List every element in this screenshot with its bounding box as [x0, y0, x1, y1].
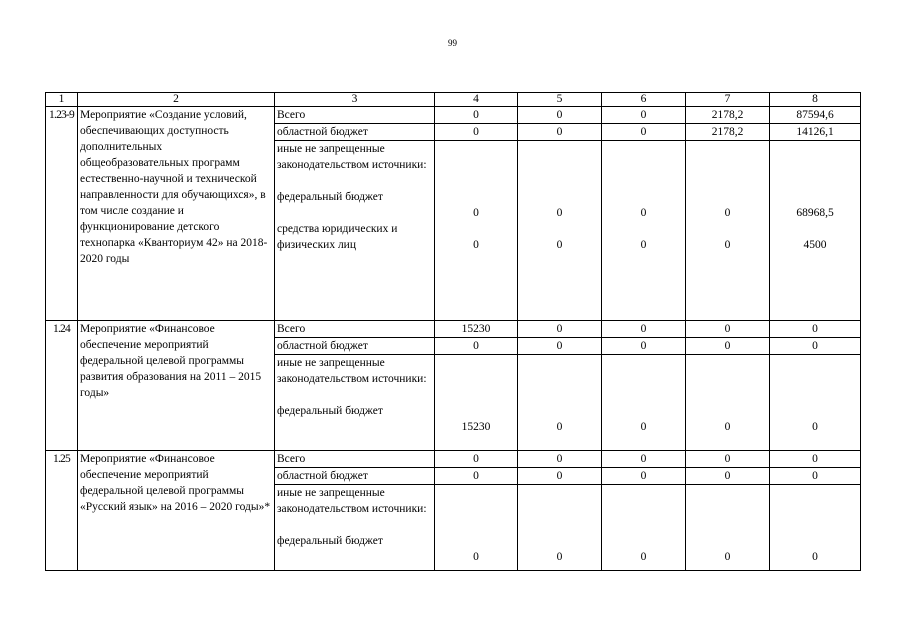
- value-cell: 2178,2: [686, 124, 770, 141]
- value-cell: 0: [812, 421, 818, 433]
- header-cell: 1: [46, 93, 78, 107]
- value-cell: 0: [686, 451, 770, 468]
- value-cell: 0: [602, 124, 686, 141]
- value-cell: 0: [435, 451, 518, 468]
- value-cell: 0: [518, 124, 602, 141]
- other-sources-label: иные не запрещенные законодательством источники:: [277, 487, 427, 515]
- measure-title: Мероприятие «Финансовое обеспечение мероприятий федеральной целевой программы развития образования на 2011 – 2015 годы»: [78, 321, 275, 451]
- value-cell: 0: [518, 107, 602, 124]
- table-row: [46, 321, 861, 338]
- table-row: [46, 451, 861, 468]
- header-cell: 3: [275, 93, 435, 107]
- measure-title: Мероприятие «Финансовое обеспечение мероприятий федеральной целевой программы «Русский язык» на 2016 – 2020 годы»*: [78, 451, 275, 571]
- value-cell: 2178,2: [686, 107, 770, 124]
- value-cell: 0: [770, 451, 861, 468]
- value-cell: 14126,1: [770, 124, 861, 141]
- value-cell: 0: [602, 451, 686, 468]
- value-cell: 0: [473, 207, 479, 219]
- value-stack: [518, 485, 602, 571]
- source-label: Всего: [275, 321, 435, 338]
- source-label: федеральный бюджет: [277, 191, 383, 203]
- value-cell: 0: [602, 107, 686, 124]
- value-cell: 0: [473, 551, 479, 563]
- source-breakdown: [275, 141, 435, 321]
- value-cell: 0: [724, 239, 731, 251]
- value-cell: 0: [473, 239, 479, 251]
- value-stack: [686, 355, 770, 451]
- value-stack: [435, 485, 518, 571]
- value-cell: 68968,5: [796, 207, 834, 219]
- value-cell: 0: [640, 551, 647, 563]
- source-label: Всего: [275, 107, 435, 124]
- value-stack: [686, 141, 770, 321]
- source-label: областной бюджет: [275, 468, 435, 485]
- value-cell: 0: [724, 207, 731, 219]
- header-cell: 2: [78, 93, 275, 107]
- header-cell: 8: [770, 93, 861, 107]
- value-stack: [770, 355, 861, 451]
- source-label: средства юридических и физических лиц: [277, 223, 398, 251]
- value-cell: 15230: [461, 421, 491, 433]
- source-label: Всего: [275, 451, 435, 468]
- value-cell: 0: [724, 551, 731, 563]
- value-cell: 0: [518, 451, 602, 468]
- header-cell: 7: [686, 93, 770, 107]
- value-cell: 0: [556, 207, 563, 219]
- header-cell: 4: [435, 93, 518, 107]
- value-stack: [602, 485, 686, 571]
- value-cell: 0: [640, 421, 647, 433]
- value-cell: 0: [602, 338, 686, 355]
- value-cell: 0: [556, 239, 563, 251]
- value-cell: 0: [770, 338, 861, 355]
- other-sources-label: иные не запрещенные законодательством источники:: [277, 357, 427, 385]
- value-cell: 0: [556, 421, 563, 433]
- value-stack: [770, 485, 861, 571]
- value-cell: 0: [812, 551, 818, 563]
- source-label: областной бюджет: [275, 338, 435, 355]
- value-cell: 0: [435, 107, 518, 124]
- value-cell: 15230: [435, 321, 518, 338]
- measure-title: Мероприятие «Создание условий, обеспечивающих доступность дополнительных общеобразовательных программ естественно-научной и технической направленности для обучающихся», в том числе создание и функционирование детского технопарка «Кванториум 42» на 2018-2020 годы: [78, 107, 275, 321]
- value-stack: [602, 355, 686, 451]
- value-cell: 0: [724, 421, 731, 433]
- value-cell: 0: [686, 338, 770, 355]
- other-sources-label: иные не запрещенные законодательством источники:: [277, 143, 427, 171]
- source-breakdown: [275, 485, 435, 571]
- value-cell: 0: [518, 468, 602, 485]
- budget-table: [45, 92, 861, 571]
- value-cell: 0: [518, 321, 602, 338]
- value-stack: [602, 141, 686, 321]
- value-cell: 0: [435, 468, 518, 485]
- row-number: 1.23-9: [46, 107, 78, 321]
- value-stack: [518, 141, 602, 321]
- value-cell: 87594,6: [770, 107, 861, 124]
- source-label: областной бюджет: [275, 124, 435, 141]
- page-number: 99: [448, 38, 457, 48]
- value-cell: 0: [770, 321, 861, 338]
- value-stack: [435, 141, 518, 321]
- value-cell: 0: [770, 468, 861, 485]
- value-cell: 0: [602, 321, 686, 338]
- value-cell: 4500: [803, 239, 827, 251]
- value-stack: [435, 355, 518, 451]
- header-row: [46, 93, 861, 107]
- header-cell: 5: [518, 93, 602, 107]
- value-cell: 0: [686, 321, 770, 338]
- value-cell: 0: [640, 207, 647, 219]
- header-cell: 6: [602, 93, 686, 107]
- source-breakdown: [275, 355, 435, 451]
- value-cell: 0: [435, 124, 518, 141]
- value-cell: 0: [435, 338, 518, 355]
- value-cell: 0: [602, 468, 686, 485]
- value-stack: [686, 485, 770, 571]
- value-stack: [518, 355, 602, 451]
- table-row: [46, 107, 861, 124]
- value-stack: [770, 141, 861, 321]
- value-cell: 0: [518, 338, 602, 355]
- row-number: 1.25: [46, 451, 78, 571]
- source-label: федеральный бюджет: [277, 405, 383, 417]
- source-label: федеральный бюджет: [277, 535, 383, 547]
- row-number: 1.24: [46, 321, 78, 451]
- value-cell: 0: [686, 468, 770, 485]
- value-cell: 0: [640, 239, 647, 251]
- value-cell: 0: [556, 551, 563, 563]
